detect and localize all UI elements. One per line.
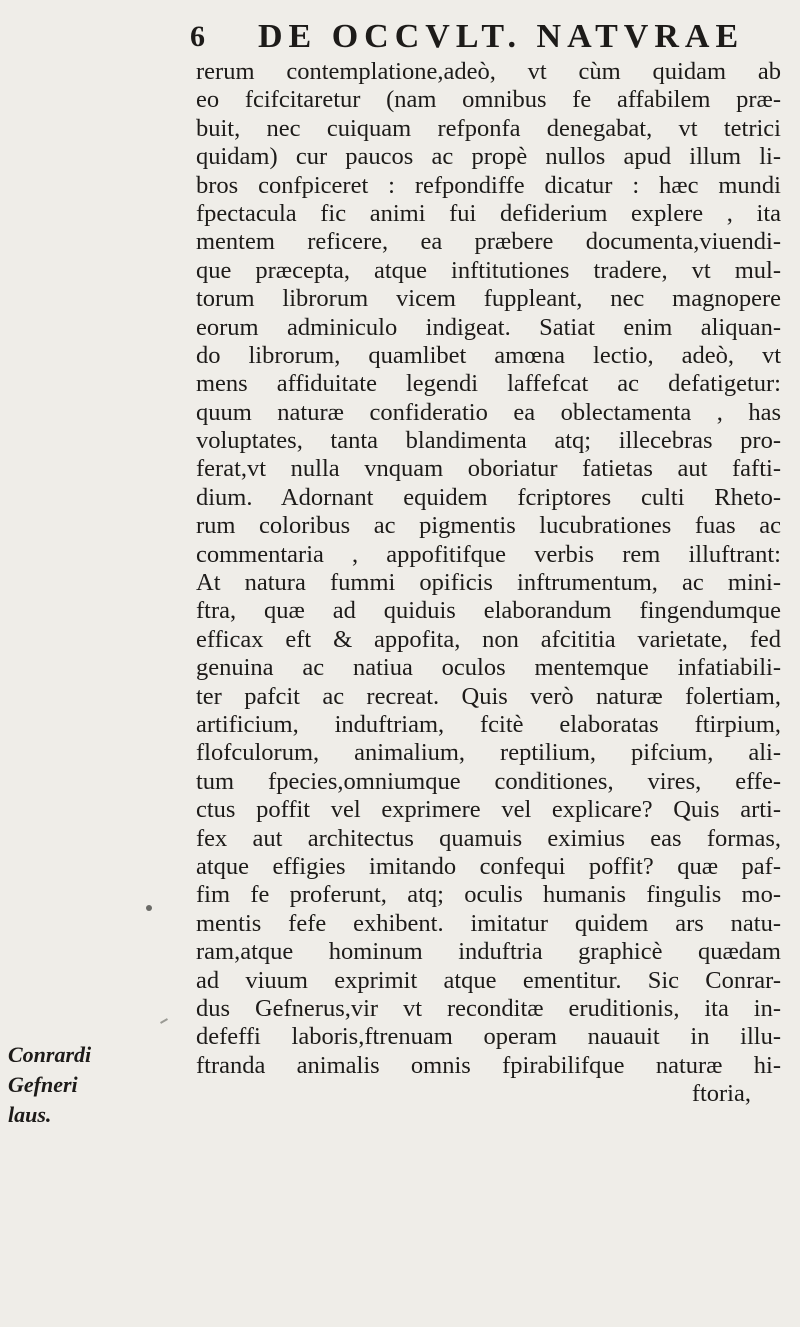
text-line: ftoria, [691, 1080, 751, 1108]
text-line: quum naturæ confideratio ea oblectamenta , has [196, 398, 781, 426]
text-line: mens affiduitate legendi laffefcat ac defatigetur: [196, 370, 781, 398]
text-line: mentem reficere, ea præbere documenta,viuendi- [196, 228, 781, 256]
text-line: artificium, induftriam, fcitè elaboratas ftirpium, [196, 710, 781, 738]
text-line: bros confpiceret : refpondiffe dicatur : hæc mundi [196, 171, 781, 199]
text-line: At natura fummi opificis inftrumentum, ac mini- [196, 569, 781, 597]
margin-note-line: Conrardi [8, 1042, 92, 1067]
text-line: fpectacula fic animi fui defiderium explere , ita [196, 199, 781, 227]
text-line: voluptates, tanta blandimenta atq; illecebras pro- [196, 427, 781, 455]
text-line: torum librorum vicem fuppleant, nec magnopere [196, 285, 781, 313]
text-line: flofculorum, animalium, reptilium, pifcium, ali- [196, 739, 781, 767]
text-line: ram,atque hominum induftria graphicè quædam [196, 938, 781, 966]
text-line: eo fcifcitaretur (nam omnibus fe affabilem præ- [196, 86, 781, 114]
text-line: rum coloribus ac pigmentis lucubrationes fuas ac [196, 512, 781, 540]
text-line: fex aut architectus quamuis eximius eas formas, [196, 824, 781, 852]
running-title: DE OCCVLT. NATVRAE [258, 18, 745, 55]
text-line: dium. Adornant equidem fcriptores culti Rheto- [196, 483, 781, 511]
text-line: do librorum, quamlibet amœna lectio, adeò, vt [196, 341, 781, 369]
text-line: quidam) cur paucos ac propè nullos apud illum li- [196, 143, 781, 171]
margin-note-line: Gefneri [8, 1072, 78, 1097]
margin-note [8, 1040, 178, 1130]
text-line: ftra, quæ ad quiduis elaborandum fingendumque [196, 597, 781, 625]
text-line: fim fe proferunt, atq; oculis humanis fingulis mo- [196, 881, 781, 909]
text-line: ferat,vt nulla vnquam oboriatur fatietas aut fafti- [196, 455, 781, 483]
text-line: commentaria , appofitifque verbis rem illuftrant: [196, 540, 781, 568]
text-line: dus Gefnerus,vir vt reconditæ eruditionis, ita in- [196, 994, 781, 1022]
text-line: ad viuum exprimit atque ementitur. Sic Conrar- [196, 966, 781, 994]
text-line: tum fpecies,omniumque conditiones, vires, effe- [196, 767, 781, 795]
text-line: efficax eft & appofita, non afcititia varietate, fed [196, 625, 781, 653]
text-line: ter pafcit ac recreat. Quis verò naturæ folertiam, [196, 682, 781, 710]
text-line: eorum adminiculo indigeat. Satiat enim aliquan- [196, 313, 781, 341]
ink-mark [160, 1018, 168, 1024]
text-line: atque effigies imitando confequi poffit? quæ paf- [196, 852, 781, 880]
text-line: ctus poffit vel exprimere vel explicare? Quis arti- [196, 796, 781, 824]
ink-speck [146, 905, 152, 911]
text-line: mentis fefe exhibent. imitatur quidem ars natu- [196, 909, 781, 937]
text-line: ftranda animalis omnis fpirabilifque naturæ hi- [196, 1051, 781, 1079]
text-line: que præcepta, atque inftitutiones tradere, vt mul- [196, 256, 781, 284]
text-line: defeffi laboris,ftrenuam operam nauauit in illu- [196, 1023, 781, 1051]
text-line: genuina ac natiua oculos mentemque infatiabili- [196, 654, 781, 682]
margin-note-line: laus. [8, 1102, 52, 1127]
main-text-block [196, 58, 781, 1108]
text-line: buit, nec cuiquam refponfa denegabat, vt tetrici [196, 114, 781, 142]
page-number: 6 [190, 20, 206, 53]
text-line: rerum contemplatione,adeò, vt cùm quidam ab [196, 58, 781, 85]
